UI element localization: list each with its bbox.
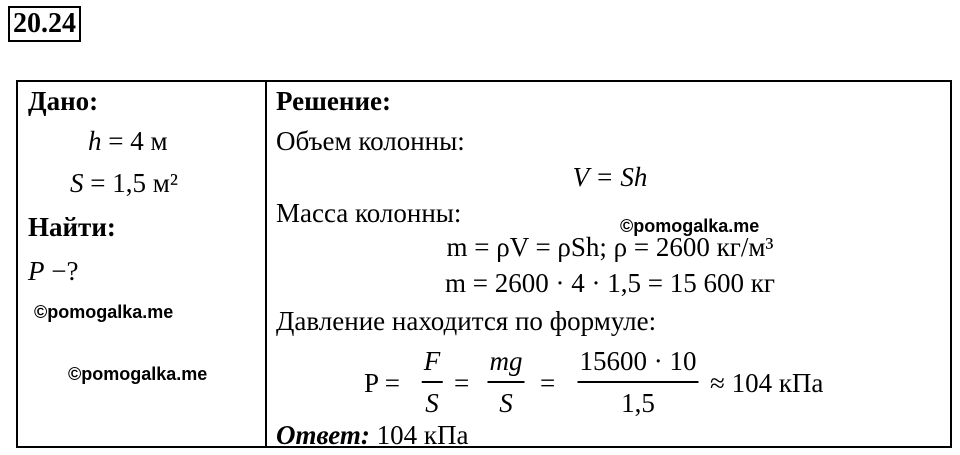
mass-calculation: m = 2600 · 4 · 1,5 = 15 600 кг — [445, 268, 775, 298]
answer-label: Ответ: — [276, 420, 370, 450]
height-value: = 4 м — [101, 126, 168, 156]
pressure-label: Давление находится по формуле: — [276, 306, 657, 336]
answer-value: 104 кПа — [369, 420, 469, 450]
solution-heading: Решение: — [276, 86, 391, 116]
given-height — [88, 124, 168, 158]
fraction-denominator: 1,5 — [621, 388, 655, 418]
mass-label: Масса колонны: — [276, 198, 462, 228]
fraction-bar — [488, 381, 525, 383]
fraction-numerator: F — [423, 346, 441, 376]
watermark: ©pomogalka.me — [68, 364, 208, 384]
fraction-numerator: mg — [489, 346, 523, 376]
watermark: ©pomogalka.me — [620, 216, 760, 236]
find-value: −? — [44, 256, 79, 286]
pressure-result: ≈ 104 кПа — [710, 368, 824, 398]
mass-formula: m = ρV = ρSh; ρ = 2600 кг/м³ — [446, 232, 774, 262]
given-heading: Дано: — [28, 86, 99, 116]
column-divider — [265, 82, 267, 446]
given-area — [70, 166, 178, 200]
problem-number: 20.24 — [8, 6, 81, 42]
area-variable: S — [70, 168, 84, 198]
fraction-mg-area — [488, 344, 525, 420]
equals-sign: = — [540, 368, 556, 398]
fraction-numerator: 15600 · 10 — [579, 346, 697, 376]
watermark: ©pomogalka.me — [34, 302, 174, 322]
volume-formula: V = Sh — [572, 162, 648, 192]
fraction-denominator: S — [425, 388, 439, 418]
equals-sign: = — [454, 368, 470, 398]
answer — [276, 418, 468, 452]
fraction-numeric — [578, 344, 699, 420]
find-heading: Найти: — [28, 212, 116, 242]
find-pressure — [28, 254, 78, 288]
fraction-bar — [578, 381, 699, 383]
find-variable: P — [28, 256, 45, 286]
fraction-force-area — [422, 344, 443, 420]
fraction-bar — [422, 381, 443, 383]
area-value: = 1,5 м² — [83, 168, 178, 198]
solution-table — [16, 80, 952, 448]
height-variable: h — [88, 126, 102, 156]
volume-label: Объем колонны: — [276, 126, 465, 156]
pressure-lhs: P = — [364, 368, 400, 398]
fraction-denominator: S — [499, 388, 513, 418]
